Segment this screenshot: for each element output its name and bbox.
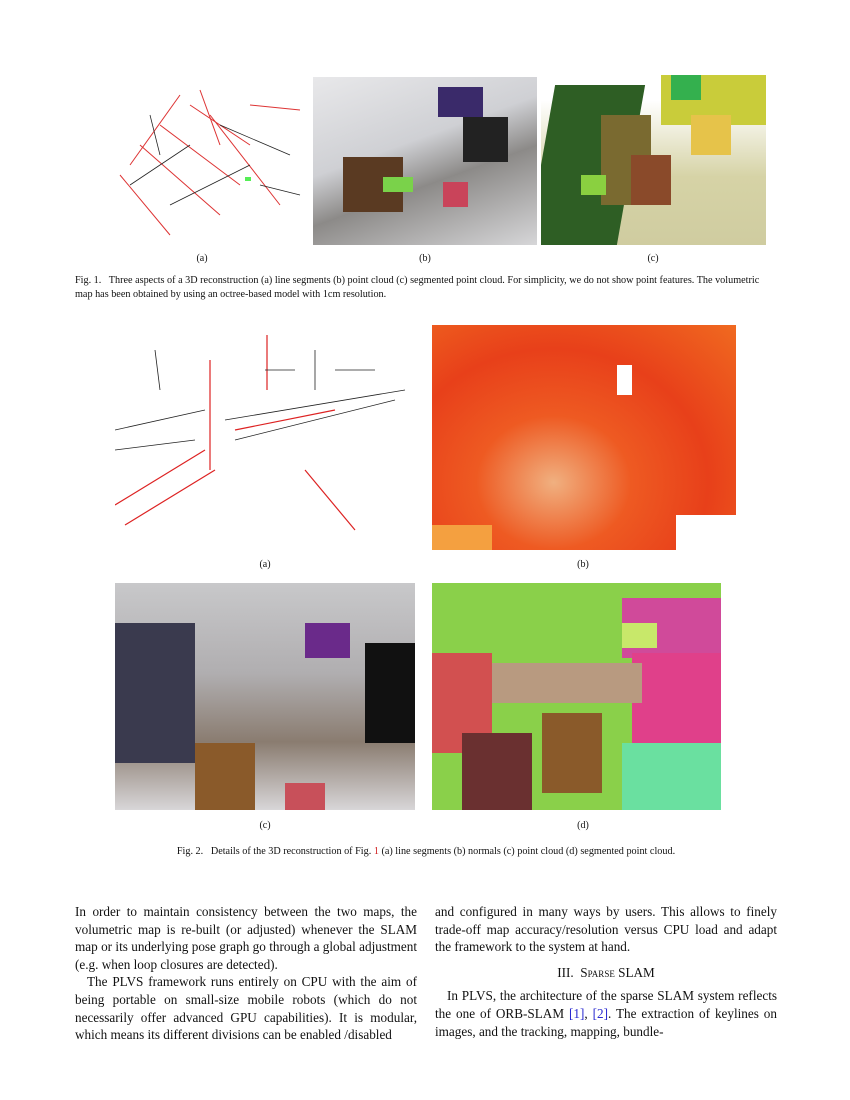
- fig1a-line-segments-image: [100, 85, 305, 245]
- fig2c-point-cloud-image: [115, 583, 415, 810]
- fig2a-line-segments-image: [115, 330, 415, 550]
- fig1-caption-prefix: Fig. 1.: [75, 275, 102, 286]
- section-title-rest: SLAM: [618, 964, 655, 980]
- left-column: [75, 903, 417, 1044]
- paragraph: In order to maintain consistency between the two maps, the volumetric map is re-built (or adjusted) whenever the SLAM map or its underlying pose graph go through a global adjustment (e.g. when loop closures are detected).: [75, 904, 417, 972]
- paragraph-text: In PLVS, the architecture of the sparse SLAM system reflects the one of ORB-SLAM: [435, 988, 777, 1021]
- section-number: III.: [557, 964, 574, 980]
- fig1c-label: (c): [647, 253, 659, 264]
- section-heading: [435, 964, 777, 982]
- fig2b-normals-image: [432, 325, 736, 550]
- fig2d-segmented-point-cloud-image: [432, 583, 721, 810]
- fig2d-label: (d): [577, 820, 589, 831]
- fig2a-label: (a): [259, 559, 271, 570]
- right-column: [435, 903, 777, 1040]
- fig2-caption: [75, 845, 777, 859]
- fig1a-label: (a): [196, 253, 208, 264]
- line-segments-drawing: [100, 85, 305, 245]
- fig1-reference-link[interactable]: 1: [373, 846, 379, 857]
- fig1b-label: (b): [419, 253, 431, 264]
- fig2-caption-text-b: (a) line segments (b) normals (c) point cloud (d) segmented point cloud.: [381, 846, 676, 857]
- fig1-caption-text: Three aspects of a 3D reconstruction (a) line segments (b) point cloud (c) segmented point cloud. For simplicity, we do not show point features. The volumetric map has been obtained by using an octree-based model with 1cm resolution.: [75, 275, 760, 300]
- fig2-caption-text-a: Details of the 3D reconstruction of Fig.: [210, 846, 372, 857]
- fig2-caption-prefix: Fig. 2.: [176, 846, 204, 857]
- paragraph: The PLVS framework runs entirely on CPU with the aim of being portable on small-size mobile robots (which do not necessarily offer advanced GPU capabilities). It is modular, which means its different divisions can be enabled /disabled: [75, 974, 417, 1043]
- paragraph: and configured in many ways by users. This allows to finely trade-off map accuracy/resolution versus CPU load and adapt the framework to the system at hand.: [435, 904, 777, 955]
- citation-link-1[interactable]: [1]: [568, 1005, 585, 1021]
- fig2b-label: (b): [577, 559, 589, 570]
- paragraph: In PLVS, the architecture of the sparse SLAM system reflects the one of ORB-SLAM [1], [2]. The extraction of keylines on images, and the tracking, mapping, bundle-: [435, 988, 777, 1039]
- fig2c-label: (c): [259, 820, 271, 831]
- paragraph-text: . The extraction of keylines on images, and the tracking, mapping, bundle-: [435, 1005, 777, 1039]
- citation-link-2[interactable]: [2]: [592, 1005, 608, 1021]
- fig1b-point-cloud-image: [313, 77, 537, 245]
- fig1-caption: [75, 274, 777, 302]
- section-title-smallcaps: Sparse: [580, 964, 615, 980]
- line-segments-drawing: [115, 330, 415, 550]
- fig1c-segmented-point-cloud-image: [541, 75, 766, 245]
